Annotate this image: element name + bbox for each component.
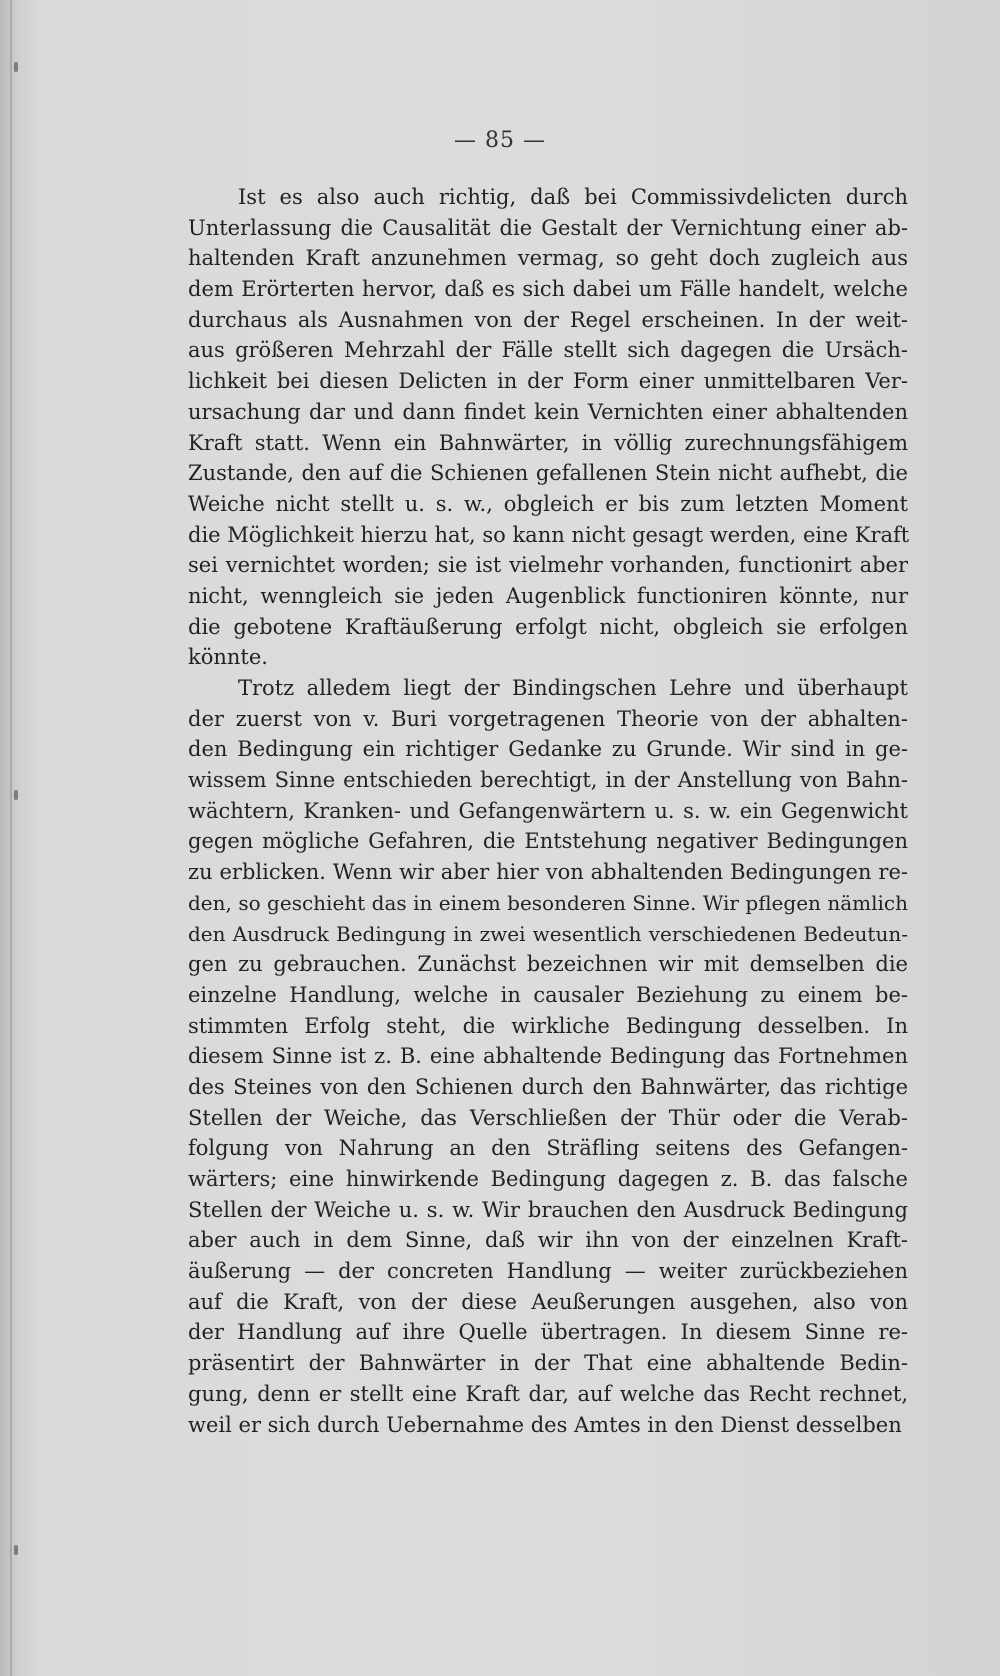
- text-line: weil er sich durch Uebernahme des Amtes in den Dienst desselben: [188, 1412, 902, 1437]
- text-line: wärters; eine hinwirkende Bedingung dagegen z. B. das falsche: [188, 1167, 908, 1191]
- text-line: den Ausdruck Bedingung in zwei wesentlich verschiedenen Bedeutun-: [188, 921, 908, 946]
- text-line: dem Erörterten hervor, daß es sich dabei um Fälle handelt, welche: [188, 277, 908, 302]
- text-line: die gebotene Kraftäußerung erfolgt nicht, obgleich sie erfolgen: [188, 614, 908, 639]
- edge-mark: [14, 62, 18, 72]
- text-line: könnte.: [188, 645, 268, 670]
- text-line: zu erblicken. Wenn wir aber hier von abhaltenden Bedingungen re-: [188, 860, 908, 885]
- text-line: äußerung — der concreten Handlung — weiter zurückbeziehen: [188, 1259, 908, 1284]
- text-line: des Steines von den Schienen durch den Bahnwärter, das richtige: [188, 1074, 908, 1099]
- text-line: Zustande, den auf die Schienen gefallenen Stein nicht aufhebt, die: [188, 461, 908, 486]
- text-line: wissem Sinne entschieden berechtigt, in der Anstellung von Bahn-: [188, 768, 908, 793]
- text-line: durchaus als Ausnahmen von der Regel erscheinen. In der weit-: [188, 307, 908, 332]
- text-line: Kraft statt. Wenn ein Bahnwärter, in völlig zurechnungsfähigem: [188, 430, 908, 455]
- text-line: die Möglichkeit hierzu hat, so kann nicht gesagt werden, eine Kraft: [188, 522, 910, 547]
- text-line: Stellen der Weiche, das Verschließen der Thür oder die Verab-: [188, 1105, 908, 1130]
- text-line: Weiche nicht stellt u. s. w., obgleich er bis zum letzten Moment: [188, 491, 908, 516]
- text-line: den Bedingung ein richtiger Gedanke zu Grunde. Wir sind in ge-: [188, 737, 908, 762]
- text-line: aber auch in dem Sinne, daß wir ihn von der einzelnen Kraft-: [188, 1228, 908, 1253]
- text-line: präsentirt der Bahnwärter in der That eine abhaltende Bedin-: [188, 1351, 908, 1376]
- page-number: — 85 —: [454, 128, 546, 153]
- text-line: der zuerst von v. Buri vorgetragenen Theorie von der abhalten-: [188, 706, 908, 731]
- text-line: diesem Sinne ist z. B. eine abhaltende Bedingung das Fortnehmen: [188, 1044, 908, 1069]
- text-line: Stellen der Weiche u. s. w. Wir brauchen den Ausdruck Bedingung: [188, 1197, 908, 1222]
- text-line: der Handlung auf ihre Quelle übertragen. In diesem Sinne re-: [188, 1320, 908, 1345]
- paragraph: [188, 673, 908, 1440]
- text-line: gegen mögliche Gefahren, die Entstehung negativer Bedingungen: [188, 829, 908, 854]
- text-line: Trotz alledem liegt der Bindingschen Lehre und überhaupt: [238, 676, 908, 700]
- text-line: Ist es also auch richtig, daß bei Commissivdelicten durch: [238, 185, 908, 209]
- text-line: den, so geschieht das in einem besonderen Sinne. Wir pflegen nämlich: [188, 890, 908, 915]
- page-gutter: [10, 0, 12, 1676]
- text-line: sei vernichtet worden; sie ist vielmehr vorhanden, functionirt aber: [188, 553, 908, 578]
- text-line: stimmten Erfolg steht, die wirkliche Bedingung desselben. In: [188, 1013, 908, 1038]
- text-line: Unterlassung die Causalität die Gestalt der Vernichtung einer ab-: [188, 215, 908, 240]
- text-line: einzelne Handlung, welche in causaler Beziehung zu einem be-: [188, 982, 908, 1007]
- text-line: wächtern, Kranken- und Gefangenwärtern u. s. w. ein Gegenwicht: [188, 798, 908, 823]
- text-line: gung, denn er stellt eine Kraft dar, auf welche das Recht rechnet,: [188, 1381, 908, 1406]
- body-text: [188, 182, 908, 1440]
- text-line: gen zu gebrauchen. Zunächst bezeichnen wir mit demselben die: [188, 952, 908, 977]
- text-line: folgung von Nahrung an den Sträfling seitens des Gefangen-: [188, 1136, 908, 1161]
- paragraph: [188, 182, 908, 673]
- edge-mark: [14, 1545, 18, 1555]
- text-line: lichkeit bei diesen Delicten in der Form einer unmittelbaren Ver-: [188, 369, 908, 394]
- text-line: auf die Kraft, von der diese Aeußerungen ausgehen, also von: [188, 1289, 908, 1314]
- text-line: aus größeren Mehrzahl der Fälle stellt sich dagegen die Ursäch-: [188, 338, 908, 363]
- text-line: haltenden Kraft anzunehmen vermag, so geht doch zugleich aus: [188, 246, 908, 271]
- text-line: ursachung dar und dann findet kein Vernichten einer abhaltenden: [188, 399, 908, 424]
- text-line: nicht, wenngleich sie jeden Augenblick functioniren könnte, nur: [188, 583, 908, 608]
- edge-mark: [14, 790, 18, 800]
